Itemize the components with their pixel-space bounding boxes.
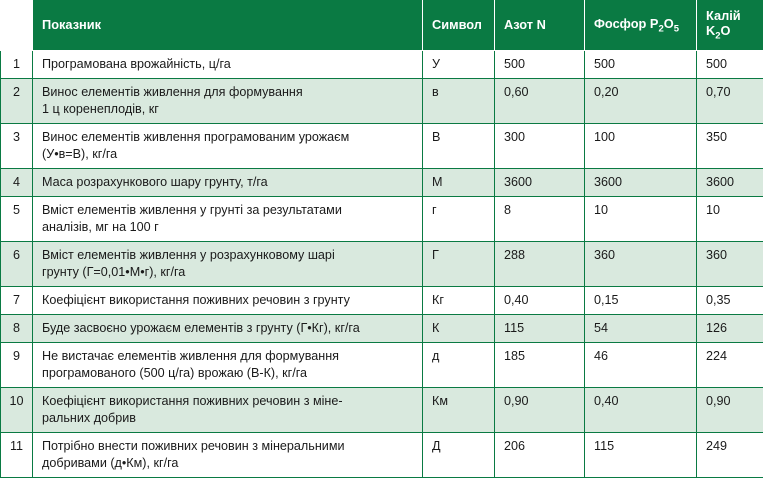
row-number: 5: [1, 196, 33, 241]
row-value-potassium: 500: [697, 50, 763, 78]
row-number: 10: [1, 387, 33, 432]
row-value-nitrogen: 0,40: [495, 286, 585, 314]
row-symbol: У: [423, 50, 495, 78]
row-value-potassium: 350: [697, 123, 763, 168]
table-row: [1, 286, 763, 314]
row-indicator: [33, 78, 423, 123]
phosphorus-o: O: [664, 16, 674, 31]
table-row: [1, 432, 763, 477]
row-value-phosphorus: 100: [585, 123, 697, 168]
potassium-label: Калій K: [706, 8, 741, 38]
row-value-phosphorus: 0,20: [585, 78, 697, 123]
row-symbol: в: [423, 78, 495, 123]
row-indicator: [33, 196, 423, 241]
row-value-nitrogen: 0,90: [495, 387, 585, 432]
row-indicator-line1: Вміст елементів живлення у грунті за результатами: [42, 202, 415, 219]
row-indicator-line2: грунту (Г=0,01•М•г), кг/га: [42, 264, 415, 281]
table-row: [1, 314, 763, 342]
row-indicator-line1: Потрібно внести поживних речовин з мінеральними: [42, 438, 415, 455]
row-number: 1: [1, 50, 33, 78]
row-indicator: [33, 314, 423, 342]
row-value-nitrogen: 185: [495, 342, 585, 387]
row-indicator-line1: Винос елементів живлення програмованим урожаєм: [42, 129, 415, 146]
row-value-nitrogen: 500: [495, 50, 585, 78]
column-header-potassium: [697, 0, 763, 50]
table-row: [1, 78, 763, 123]
row-value-nitrogen: 8: [495, 196, 585, 241]
phosphorus-sub-2: 2: [658, 23, 663, 34]
row-value-potassium: 0,70: [697, 78, 763, 123]
row-value-nitrogen: 300: [495, 123, 585, 168]
column-header-symbol: Символ: [423, 0, 495, 50]
potassium-o: O: [721, 23, 731, 38]
row-value-nitrogen: 206: [495, 432, 585, 477]
row-number: 11: [1, 432, 33, 477]
row-indicator-line2: аналізів, мг на 100 г: [42, 219, 415, 236]
row-indicator-line2: 1 ц коренеплодів, кг: [42, 101, 415, 118]
row-indicator-line1: Маса розрахункового шару грунту, т/га: [42, 174, 415, 191]
row-symbol: Км: [423, 387, 495, 432]
row-indicator-line2: (У•в=В), кг/га: [42, 146, 415, 163]
row-indicator-line1: Не вистачає елементів живлення для формування: [42, 348, 415, 365]
row-value-potassium: 224: [697, 342, 763, 387]
row-indicator: [33, 241, 423, 286]
row-indicator: [33, 50, 423, 78]
row-indicator-line1: Буде засвоєно урожаєм елементів з грунту (Г•Кг), кг/га: [42, 320, 415, 337]
row-value-phosphorus: 500: [585, 50, 697, 78]
row-value-potassium: 126: [697, 314, 763, 342]
table-row: [1, 50, 763, 78]
table-row: [1, 342, 763, 387]
table-header-row: [1, 0, 763, 50]
column-header-phosphorus: [585, 0, 697, 50]
row-value-phosphorus: 10: [585, 196, 697, 241]
row-indicator: [33, 387, 423, 432]
table-row: [1, 168, 763, 196]
table-body: [1, 50, 763, 477]
row-indicator: [33, 342, 423, 387]
row-value-potassium: 360: [697, 241, 763, 286]
row-symbol: д: [423, 342, 495, 387]
row-indicator-line1: Програмована врожайність, ц/га: [42, 56, 415, 73]
row-symbol: г: [423, 196, 495, 241]
row-symbol: В: [423, 123, 495, 168]
row-number: 3: [1, 123, 33, 168]
row-indicator: [33, 168, 423, 196]
row-number: 7: [1, 286, 33, 314]
column-header-number: [1, 0, 33, 50]
phosphorus-sub-5: 5: [674, 23, 679, 34]
row-value-phosphorus: 3600: [585, 168, 697, 196]
row-indicator-line2: ральних добрив: [42, 410, 415, 427]
row-value-potassium: 0,90: [697, 387, 763, 432]
row-value-phosphorus: 360: [585, 241, 697, 286]
row-indicator-line1: Коефіцієнт використання поживних речовин з міне-: [42, 393, 415, 410]
row-value-phosphorus: 46: [585, 342, 697, 387]
table-header: [1, 0, 763, 50]
row-indicator-line1: Вміст елементів живлення у розрахунковому шарі: [42, 247, 415, 264]
row-symbol: Г: [423, 241, 495, 286]
row-indicator: [33, 286, 423, 314]
potassium-sub-2: 2: [715, 31, 720, 42]
row-symbol: М: [423, 168, 495, 196]
table-row: [1, 123, 763, 168]
row-value-phosphorus: 115: [585, 432, 697, 477]
column-header-nitrogen: Азот N: [495, 0, 585, 50]
table-row: [1, 387, 763, 432]
row-indicator: [33, 123, 423, 168]
row-value-potassium: 3600: [697, 168, 763, 196]
row-value-potassium: 0,35: [697, 286, 763, 314]
row-value-potassium: 10: [697, 196, 763, 241]
row-value-phosphorus: 54: [585, 314, 697, 342]
row-number: 8: [1, 314, 33, 342]
row-value-nitrogen: 3600: [495, 168, 585, 196]
row-value-nitrogen: 0,60: [495, 78, 585, 123]
table-row: [1, 196, 763, 241]
row-indicator-line2: програмованого (500 ц/га) врожаю (В-К), кг/га: [42, 365, 415, 382]
row-value-nitrogen: 288: [495, 241, 585, 286]
phosphorus-label: Фосфор P: [594, 16, 658, 31]
row-number: 2: [1, 78, 33, 123]
row-symbol: Д: [423, 432, 495, 477]
row-number: 4: [1, 168, 33, 196]
row-value-nitrogen: 115: [495, 314, 585, 342]
row-number: 6: [1, 241, 33, 286]
row-indicator-line1: Винос елементів живлення для формування: [42, 84, 415, 101]
row-indicator-line2: добривами (д•Км), кг/га: [42, 455, 415, 472]
row-symbol: К: [423, 314, 495, 342]
table-row: [1, 241, 763, 286]
row-value-phosphorus: 0,40: [585, 387, 697, 432]
row-value-phosphorus: 0,15: [585, 286, 697, 314]
row-symbol: Кг: [423, 286, 495, 314]
row-value-potassium: 249: [697, 432, 763, 477]
row-number: 9: [1, 342, 33, 387]
row-indicator: [33, 432, 423, 477]
row-indicator-line1: Коефіцієнт використання поживних речовин з грунту: [42, 292, 415, 309]
column-header-indicator: Показник: [33, 0, 423, 50]
